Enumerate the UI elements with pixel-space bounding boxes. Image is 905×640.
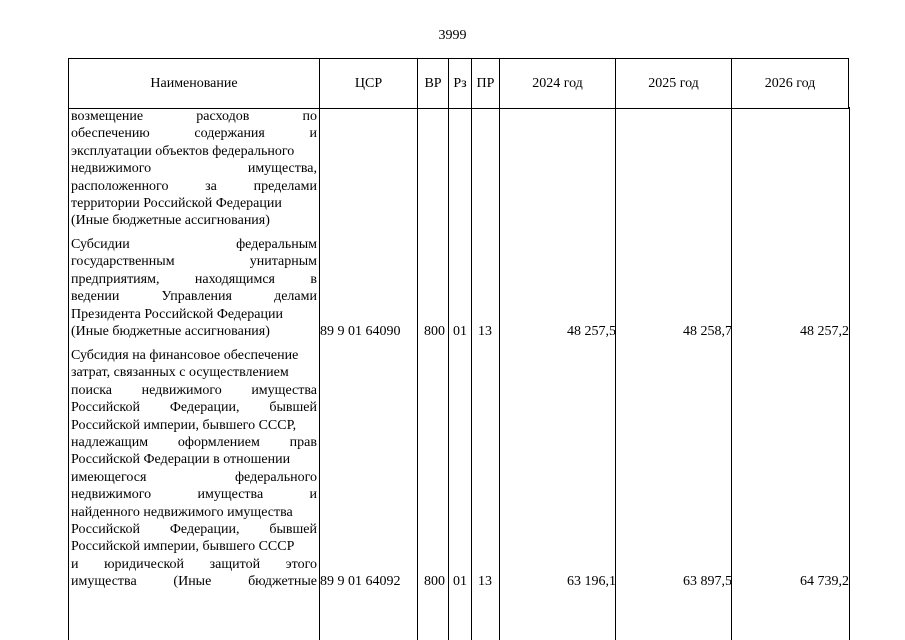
word: бывшей (269, 521, 317, 537)
word: и (71, 556, 79, 572)
column-divider (849, 107, 850, 640)
amount-2025-cell: 48 258,7 (683, 324, 732, 339)
pr-code-cell: 13 (478, 574, 492, 589)
name-line (71, 160, 317, 177)
name-line (71, 469, 317, 486)
name-line (71, 434, 317, 451)
word: (Иные бюджетные ассигнования) (71, 213, 270, 229)
pr-code-cell: 13 (478, 324, 492, 339)
name-line (71, 236, 317, 253)
name-line (71, 451, 317, 468)
rz-code-cell: 01 (453, 324, 467, 339)
csr-code-cell: 89 9 01 64092 (320, 574, 401, 589)
word: этого (285, 556, 317, 572)
word: надлежащим (71, 434, 149, 450)
name-line (71, 212, 317, 229)
word: имущества (71, 574, 137, 590)
column-divider (448, 107, 449, 640)
word: бюджетные (248, 574, 317, 590)
table-header (68, 58, 849, 109)
name-line (71, 573, 317, 590)
column-divider (499, 107, 500, 640)
word: недвижимого (71, 487, 152, 503)
name-line (71, 306, 317, 323)
name-line (71, 178, 317, 195)
word: затрат, связанных с осуществлением (71, 365, 289, 381)
word: поиска (71, 382, 113, 398)
word: расположенного (71, 178, 169, 194)
word: за (205, 178, 217, 194)
word: государственным (71, 254, 175, 270)
word: имущества, (247, 161, 317, 177)
word: эксплуатации объектов федерального (71, 143, 295, 159)
word: делами (274, 289, 317, 305)
name-line (71, 417, 317, 434)
amount-2024-cell: 48 257,5 (567, 324, 616, 339)
column-divider (68, 107, 69, 640)
column-header-2024: 2024 год (499, 59, 615, 108)
vr-code-cell: 800 (424, 324, 445, 339)
rz-code-cell: 01 (453, 574, 467, 589)
column-header-2026: 2026 год (731, 59, 849, 108)
word: (Иные бюджетные ассигнования) (71, 323, 270, 339)
word: Президента Российской Федерации (71, 306, 283, 322)
name-line (71, 143, 317, 160)
name-line (71, 538, 317, 555)
column-header-pr: ПР (471, 59, 499, 108)
column-header-name: Наименование (68, 59, 319, 108)
column-header-2025: 2025 год (615, 59, 731, 108)
word: юридической (104, 556, 185, 572)
word: содержания (194, 126, 265, 142)
word: унитарным (249, 254, 317, 270)
name-line (71, 556, 317, 573)
word: расходов (196, 109, 250, 124)
name-line (71, 125, 317, 142)
word: Управления (161, 289, 232, 305)
word: Субсидии (71, 237, 130, 252)
word: имущества (251, 382, 317, 398)
word: имущества (197, 487, 264, 503)
amount-2026-cell: 48 257,2 (800, 324, 849, 339)
word: недвижимого (71, 161, 152, 177)
word: (Иные (173, 574, 212, 590)
column-divider (417, 107, 418, 640)
word: недвижимого (141, 382, 222, 398)
name-line (71, 504, 317, 521)
csr-code-cell: 89 9 01 64090 (320, 324, 401, 339)
column-divider (731, 107, 732, 640)
table-row-name-cell (71, 347, 317, 590)
page-number: 3999 (438, 28, 467, 43)
column-header-vr: ВР (417, 59, 448, 108)
word: оформлением (177, 434, 260, 450)
amount-2025-cell: 63 897,5 (683, 574, 732, 589)
word: и (309, 126, 317, 142)
word: ведении (71, 289, 120, 305)
column-header-csr: ЦСР (319, 59, 417, 108)
table-row-name-cell (71, 236, 317, 340)
word: Федерации, (169, 521, 240, 537)
column-header-rz: Рз (448, 59, 471, 108)
word: возмещение (71, 109, 144, 124)
word: по (302, 109, 317, 124)
word: федеральным (236, 237, 317, 252)
amount-2026-cell: 64 739,2 (800, 574, 849, 589)
name-line (71, 108, 317, 125)
column-divider (615, 107, 616, 640)
word: в (310, 271, 317, 287)
word: находящимся (194, 271, 275, 287)
name-line (71, 382, 317, 399)
name-line (71, 486, 317, 503)
word: пределами (253, 178, 317, 194)
name-line (71, 253, 317, 270)
name-line (71, 399, 317, 416)
word: Субсидия на финансовое обеспечение (71, 348, 299, 363)
column-divider (471, 107, 472, 640)
word: защитой (209, 556, 261, 572)
word: Федерации, (169, 400, 240, 416)
word: бывшей (269, 400, 317, 416)
name-line (71, 288, 317, 305)
name-line (71, 364, 317, 381)
word: имеющегося (71, 469, 147, 485)
amount-2024-cell: 63 196,1 (567, 574, 616, 589)
name-line (71, 195, 317, 212)
name-line (71, 271, 317, 288)
word: Российской Федерации в отношении (71, 452, 291, 468)
word: обеспечению (71, 126, 150, 142)
name-line (71, 521, 317, 538)
word: Российской империи, бывшего СССР (71, 539, 295, 555)
column-divider (319, 107, 320, 640)
word: предприятиям, (71, 271, 160, 287)
table-row-name-cell (71, 108, 317, 230)
word: Российской (71, 400, 140, 416)
name-line (71, 347, 317, 364)
word: Российской (71, 521, 140, 537)
word: найденного недвижимого имущества (71, 504, 293, 520)
word: и (309, 487, 317, 503)
word: Российской империи, бывшего СССР, (71, 417, 297, 433)
name-line (71, 323, 317, 340)
word: федерального (234, 469, 317, 485)
vr-code-cell: 800 (424, 574, 445, 589)
word: территории Российской Федерации (71, 195, 282, 211)
word: прав (289, 434, 317, 450)
